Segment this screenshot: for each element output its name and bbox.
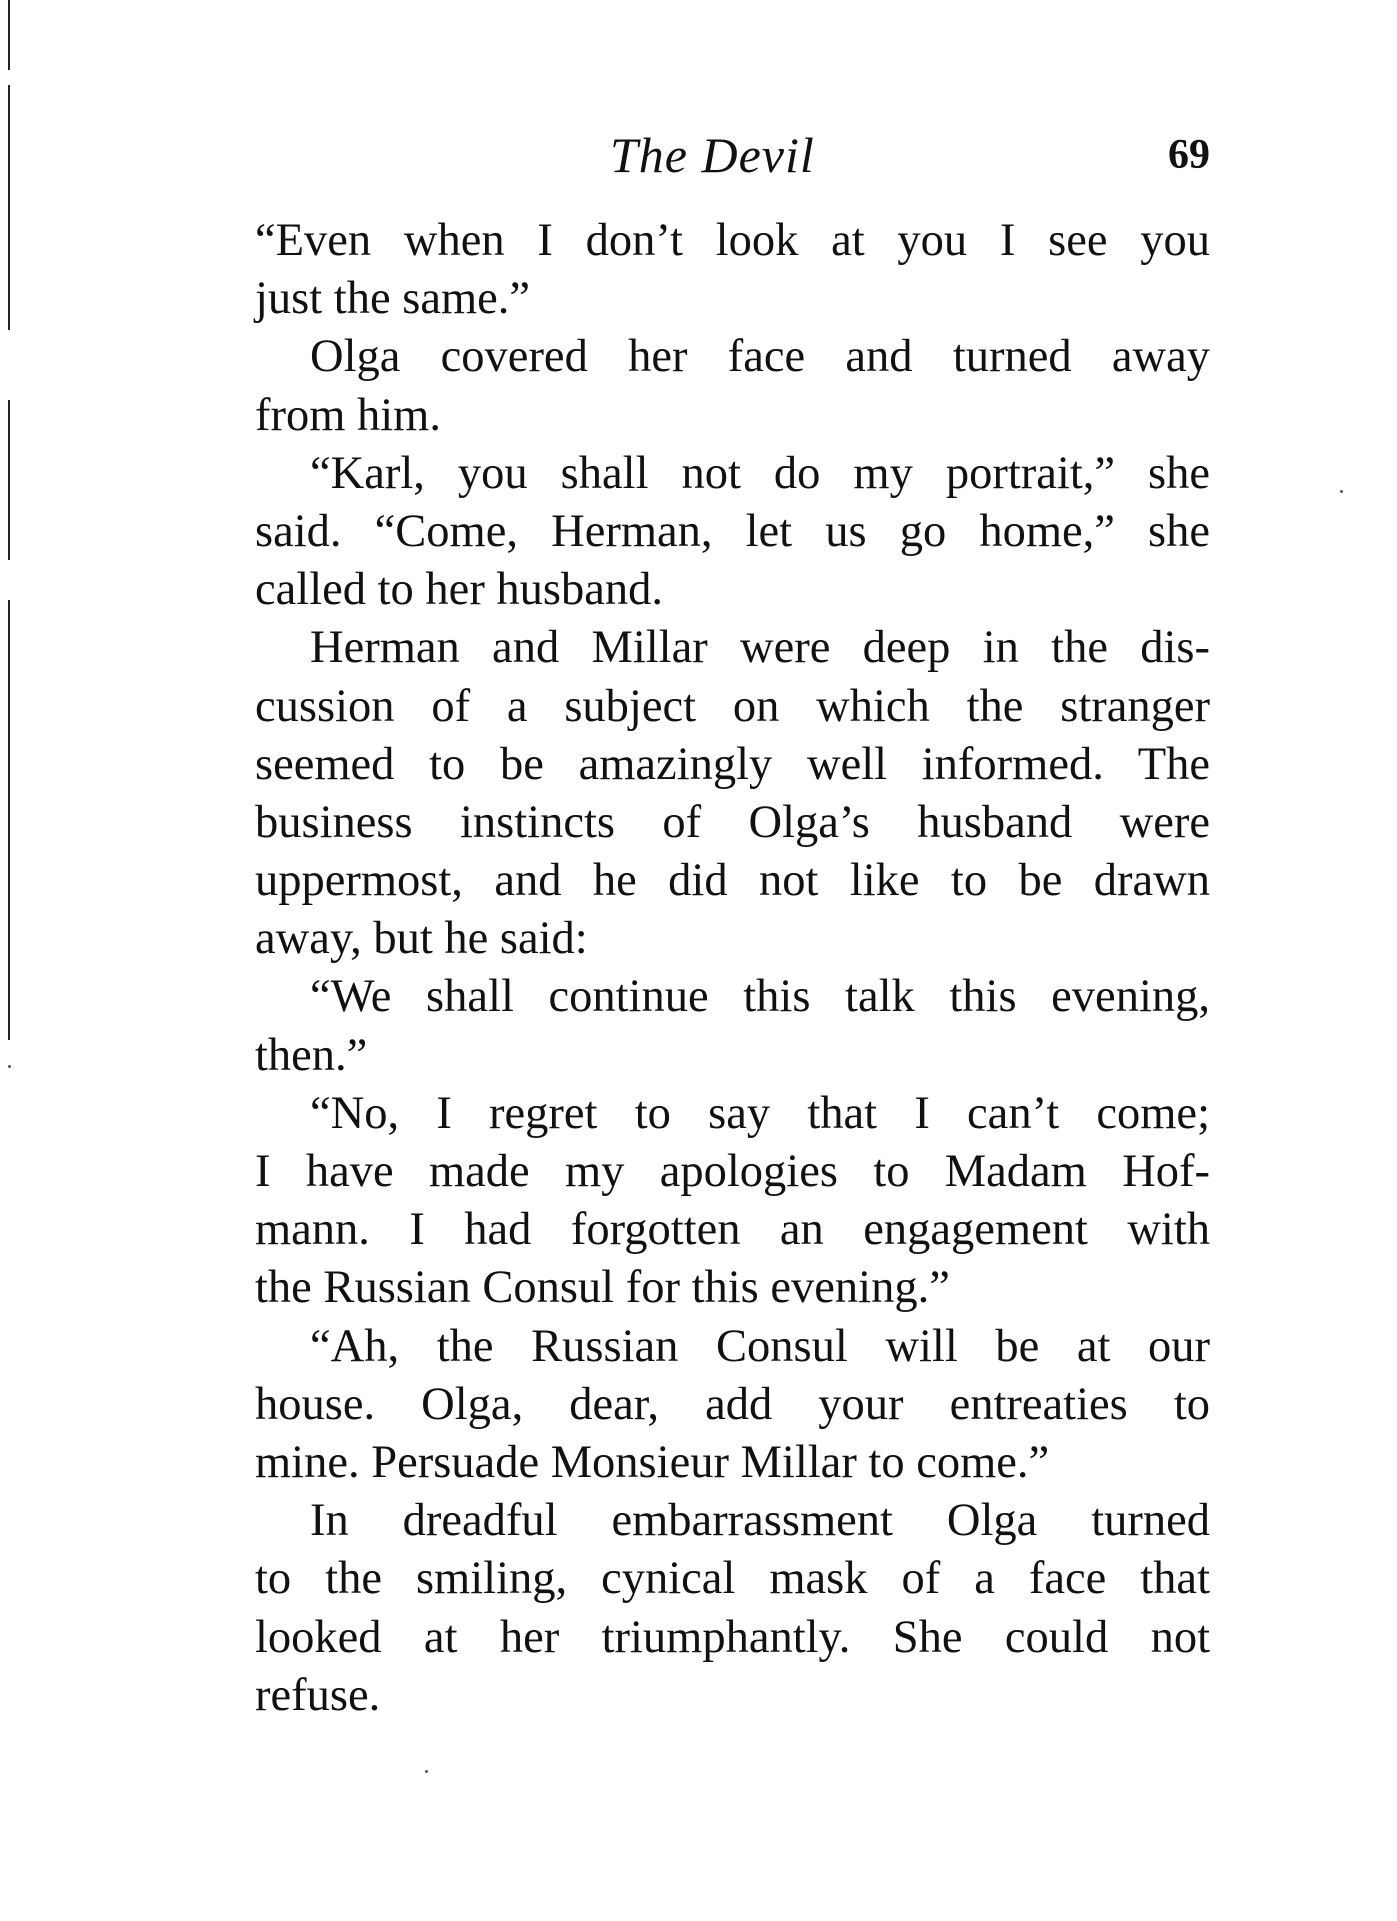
text-line: mine. Persuade Monsieur Millar to come.” xyxy=(255,1436,1050,1488)
text-line: said. “Come, Herman, let us go home,” she xyxy=(255,505,1210,557)
text-line: I have made my apologies to Madam Hof- xyxy=(255,1146,1210,1197)
running-title: The Devil xyxy=(610,127,815,183)
text-line: uppermost, and he did not like to be drawn xyxy=(255,855,1210,907)
text-line: business instincts of Olga’s husband were xyxy=(255,796,1210,848)
text-line: mann. I had forgotten an engagement with xyxy=(255,1204,1210,1256)
text-line: then.” xyxy=(255,1029,368,1081)
text-line: “Even when I don’t look at you I see you xyxy=(255,215,1210,266)
text-line: from him. xyxy=(255,389,441,441)
scan-speck xyxy=(1340,490,1343,493)
scan-speck xyxy=(8,1065,11,1068)
text-line: just the same.” xyxy=(255,273,531,325)
body-text xyxy=(255,212,1210,1725)
text-line: refuse. xyxy=(255,1669,381,1721)
text-line: “Ah, the Russian Consul will be at our xyxy=(310,1320,1210,1372)
scan-speck xyxy=(425,1770,428,1773)
text-line: “No, I regret to say that I can’t come; xyxy=(310,1087,1210,1139)
text-line: In dreadful embarrassment Olga turned xyxy=(310,1495,1210,1547)
text-line: seemed to be amazingly well informed. The xyxy=(255,738,1210,790)
text-line: cussion of a subject on which the stranger xyxy=(255,680,1210,732)
scan-gutter-edge xyxy=(8,0,10,1060)
text-line: looked at her triumphantly. She could not xyxy=(255,1611,1210,1663)
page-number: 69 xyxy=(1168,132,1210,178)
text-line: Olga covered her face and turned away xyxy=(310,331,1210,383)
text-line: “We shall continue this talk this evening, xyxy=(310,971,1210,1023)
text-line: called to her husband. xyxy=(255,564,664,616)
text-line: to the smiling, cynical mask of a face that xyxy=(255,1553,1210,1605)
text-line: away, but he said: xyxy=(255,913,588,965)
text-line: “Karl, you shall not do my portrait,” she xyxy=(310,447,1210,499)
text-line: Herman and Millar were deep in the dis- xyxy=(310,622,1210,674)
text-line: house. Olga, dear, add your entreaties to xyxy=(255,1378,1210,1430)
page-header xyxy=(255,125,1210,195)
text-line: the Russian Consul for this evening.” xyxy=(255,1262,950,1314)
